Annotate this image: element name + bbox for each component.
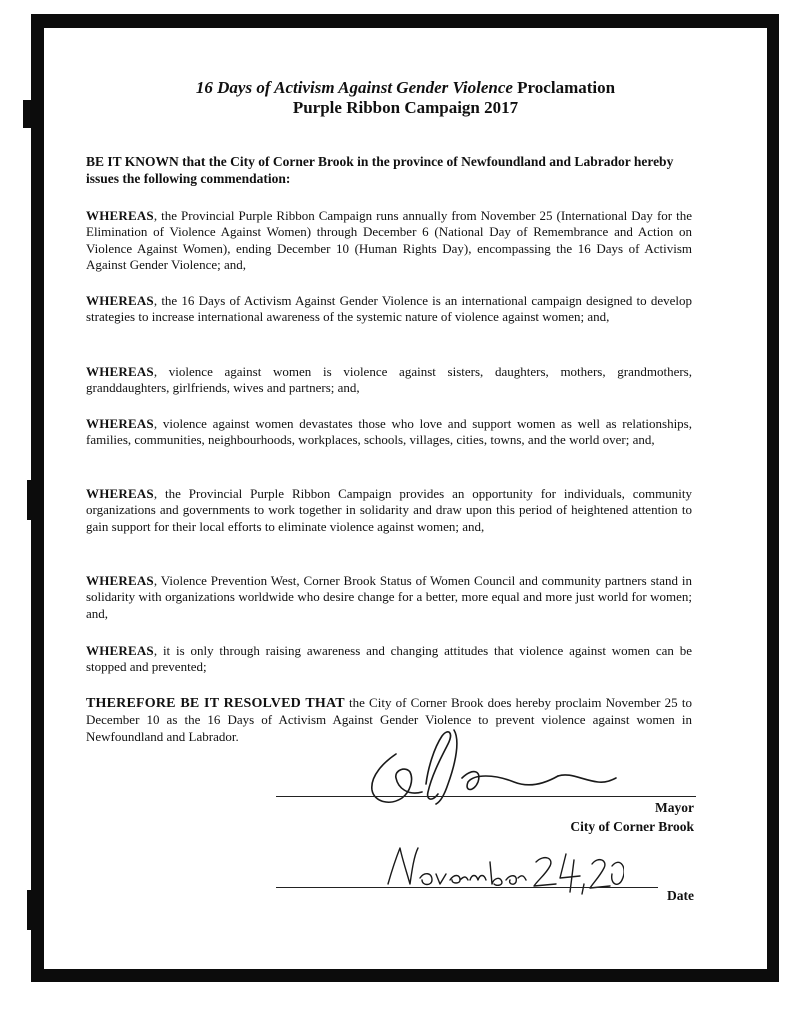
clause-text: , the Provincial Purple Ribbon Campaign provides an opportunity for individuals, community organizations and governments to work together in solidarity and draw upon this period of heightened attention to gain support for their local efforts to eliminate violence against women; and,: [86, 486, 692, 534]
city-label: City of Corner Brook: [570, 819, 694, 834]
intro-text: that the City of Corner Brook in the province of Newfoundland and Labrador hereby issues the following commendation:: [86, 154, 674, 186]
clause-lead: WHEREAS: [86, 643, 154, 658]
clause-lead: WHEREAS: [86, 208, 154, 223]
mayor-signature-line: [276, 796, 696, 797]
intro-lead: BE IT KNOWN: [86, 154, 179, 169]
clause-lead: WHEREAS: [86, 486, 154, 501]
handwritten-date: [384, 840, 624, 902]
clause-text: , violence against women is violence against sisters, daughters, mothers, grandmothers, granddaughters, girlfriends, wives and partners; and,: [86, 364, 692, 396]
clause-lead: WHEREAS: [86, 293, 154, 308]
scan-artifact-mark: [27, 480, 37, 520]
date-signature-line: [276, 887, 658, 888]
whereas-clause-3: [86, 364, 692, 397]
whereas-clause-5: [86, 486, 692, 535]
clause-lead: WHEREAS: [86, 364, 154, 379]
scan-artifact-mark: [27, 890, 37, 930]
whereas-clause-7: [86, 643, 692, 676]
document-title-rest: Proclamation: [512, 78, 616, 97]
whereas-clause-1: [86, 208, 692, 274]
whereas-clause-2: [86, 293, 692, 326]
clause-text: , the 16 Days of Activism Against Gender Violence is an international campaign designed to develop strategies to increase international awareness of the systemic nature of violence against women; and,: [86, 293, 692, 325]
clause-lead: THEREFORE BE IT RESOLVED THAT: [86, 696, 345, 711]
frame-right-border: [767, 14, 779, 982]
document-title-italic: 16 Days of Activism Against Gender Violence: [195, 78, 513, 97]
date-label: Date: [667, 888, 694, 903]
whereas-clause-4: [86, 416, 692, 449]
scan-artifact-mark: [23, 100, 37, 128]
clause-text: , Violence Prevention West, Corner Brook Status of Women Council and community partners stand in solidarity with organizations worldwide who desire change for a better, more equal and more just world for women; and,: [86, 573, 692, 621]
clause-text: the City of Corner Brook does hereby proclaim November 25 to December 10 as the 16 Days of Activism Against Gender Violence to prevent violence against women in Newfoundland and Labrador.: [86, 695, 692, 744]
clause-lead: WHEREAS: [86, 416, 154, 431]
clause-text: , the Provincial Purple Ribbon Campaign runs annually from November 25 (International Day for the Elimination of Violence Against Women) through December 6 (National Day of Remembrance and Action on Violence Against Women), ending December 10 (Human Rights Day), encompassing the 16 Days of Activism Against Gender Violence; and,: [86, 208, 692, 273]
document-subtitle: Purple Ribbon Campaign 2017: [292, 98, 519, 117]
clause-lead: WHEREAS: [86, 573, 154, 588]
frame-top-border: [31, 14, 778, 28]
intro-statement: [86, 154, 694, 187]
clause-text: , it is only through raising awareness and changing attitudes that violence against women can be stopped and prevented;: [86, 643, 692, 675]
document-title: [44, 78, 767, 98]
proclamation-document: [44, 28, 767, 969]
frame-bottom-border: [31, 969, 779, 982]
clause-text: , violence against women devastates those who love and support women as well as relationships, families, communities, neighbourhoods, workplaces, schools, villages, cities, towns, and the world over; and,: [86, 416, 692, 448]
whereas-clause-6: [86, 573, 692, 622]
mayor-label: Mayor: [655, 800, 694, 815]
